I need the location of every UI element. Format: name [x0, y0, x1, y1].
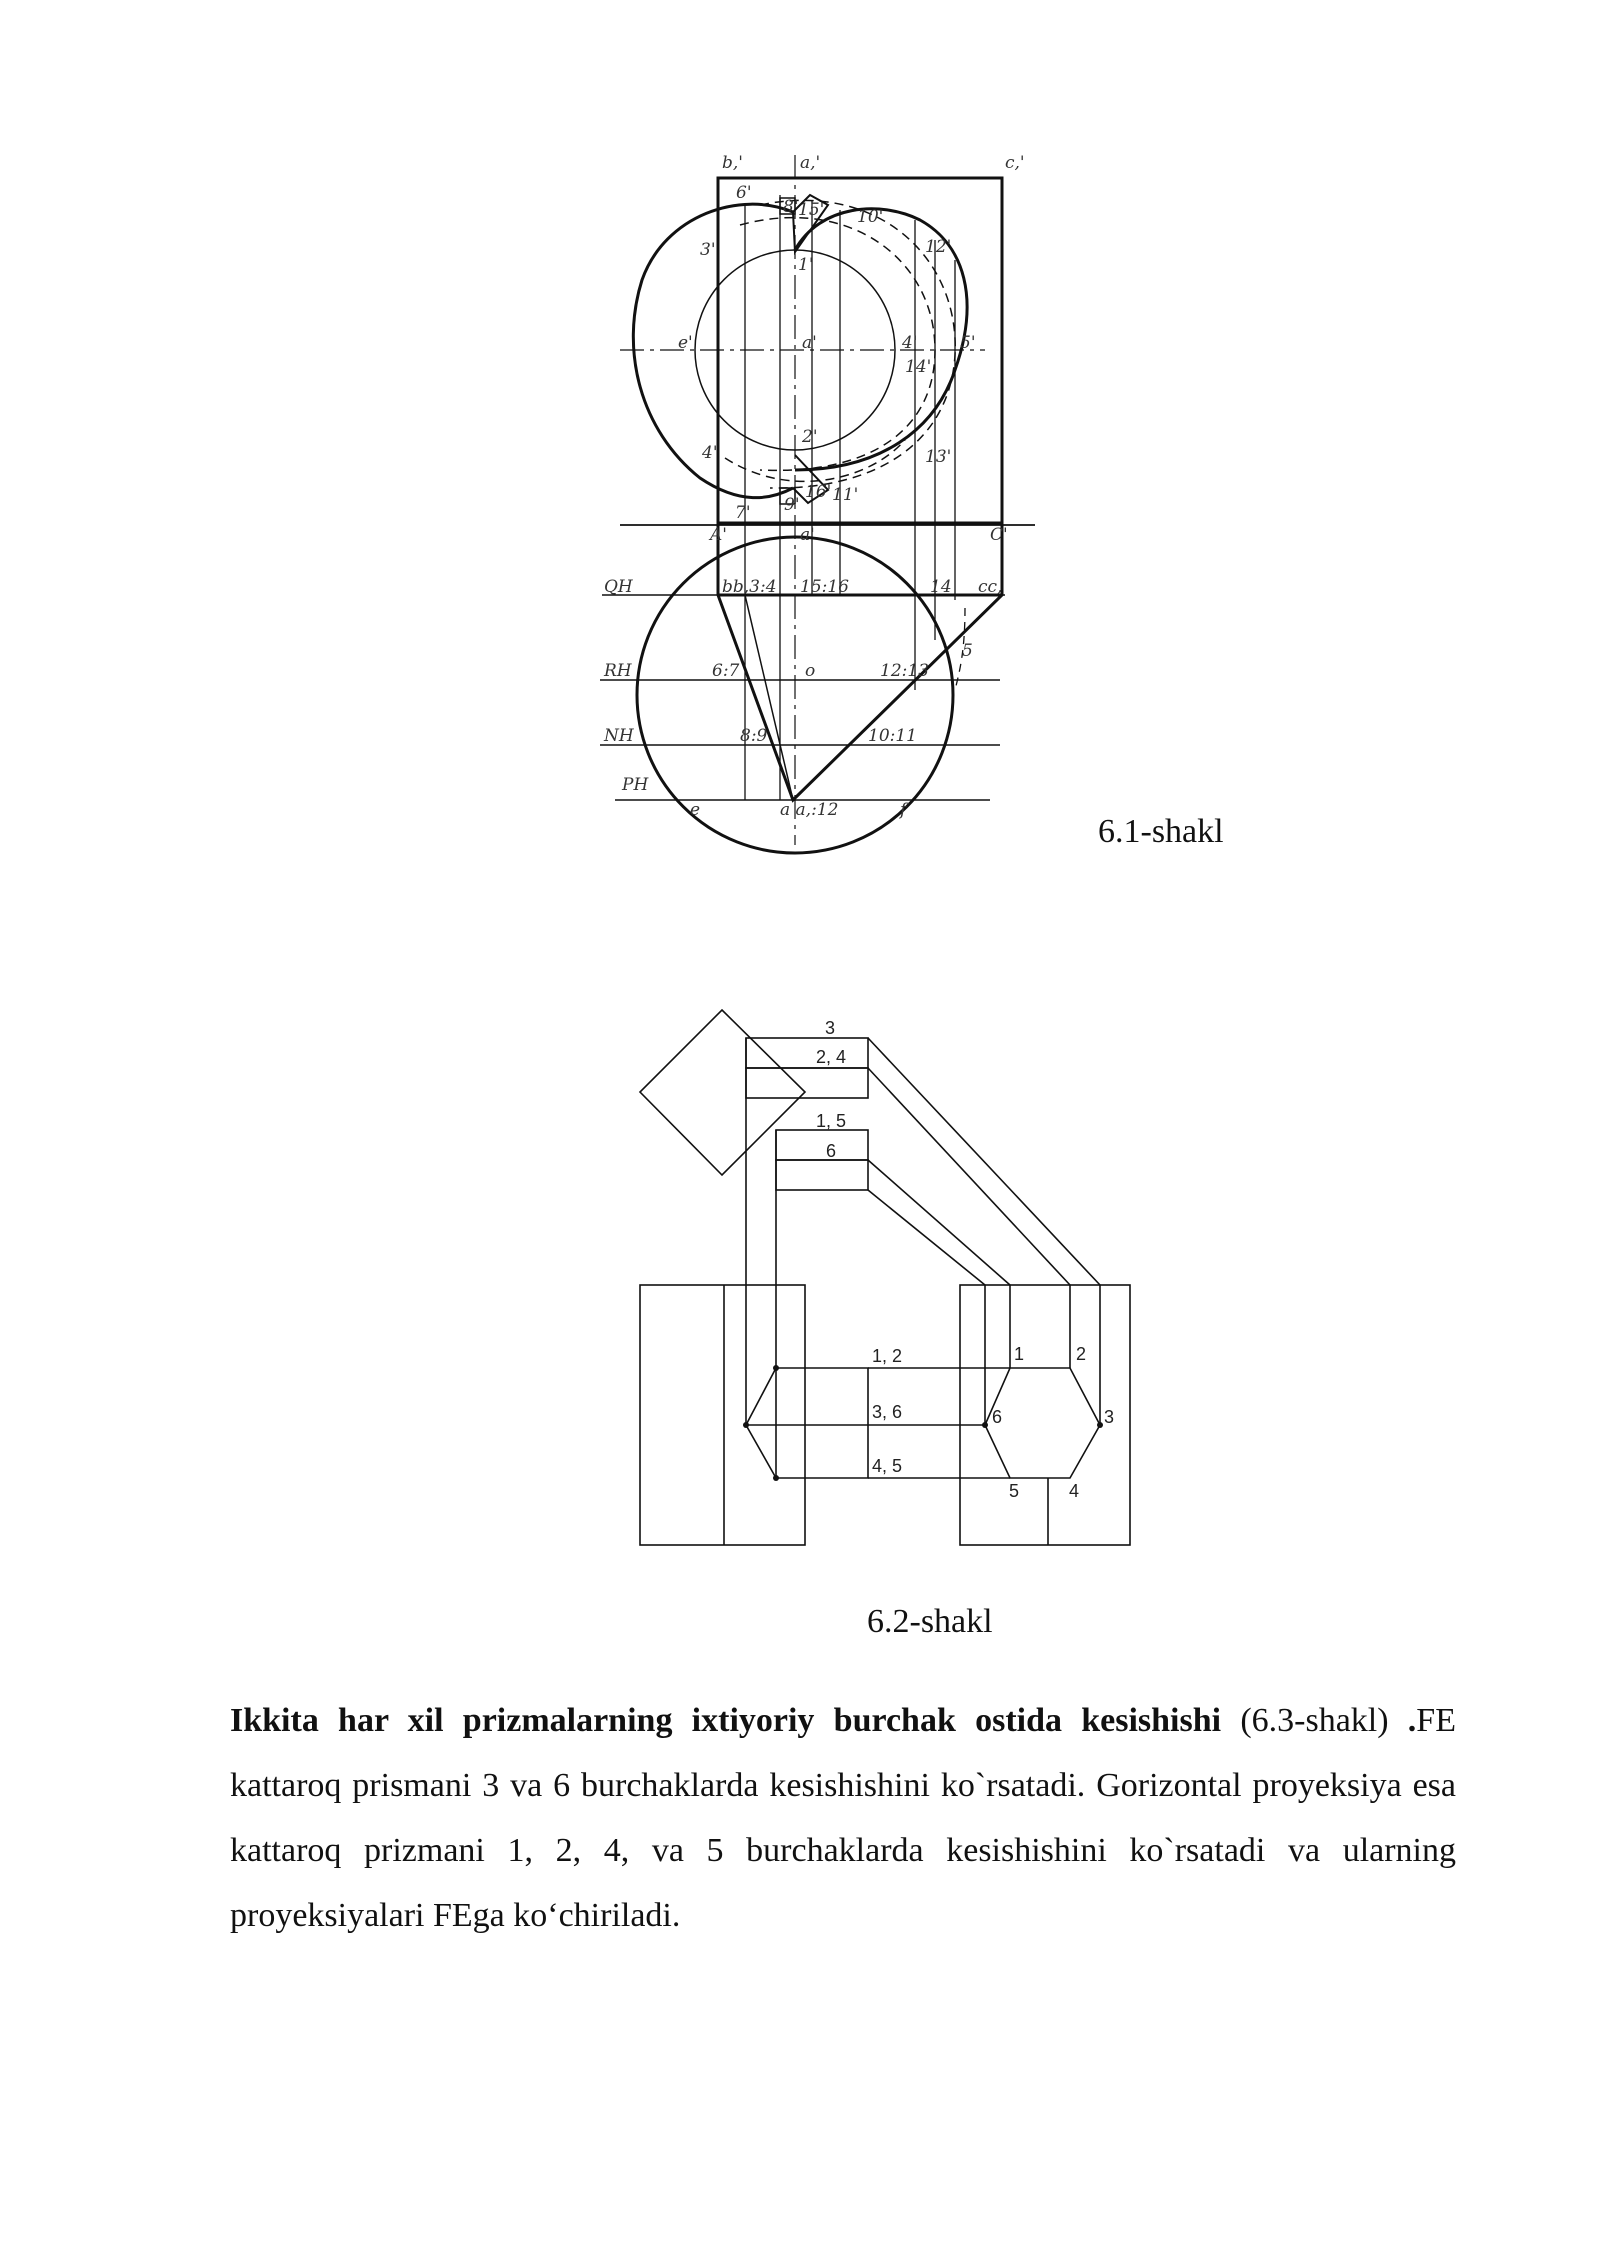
- label: 14: [930, 577, 952, 597]
- label: 2': [802, 427, 818, 447]
- label: NH: [604, 726, 634, 746]
- label: PH: [622, 775, 649, 795]
- label: e': [678, 333, 693, 353]
- label: 14': [905, 357, 932, 377]
- label: a': [800, 525, 815, 545]
- paragraph-bold-heading: Ikkita har xil prizmalarning ixtiyoriy burchak ostida kesishishi: [230, 1702, 1222, 1739]
- paragraph-figure-ref: (6.3-shakl): [1221, 1702, 1408, 1739]
- label: o: [805, 661, 816, 681]
- label: 5: [962, 641, 973, 661]
- label: 8:9: [740, 726, 768, 746]
- label: e: [690, 800, 701, 820]
- label: 5': [960, 333, 976, 353]
- label: 2: [1076, 1344, 1087, 1364]
- label: 2, 4: [816, 1047, 847, 1067]
- label: 5: [1009, 1481, 1020, 1501]
- label: bb,3:4: [722, 577, 777, 597]
- label: 15': [798, 200, 825, 220]
- label: 1, 5: [816, 1111, 847, 1131]
- label: 3, 6: [872, 1402, 903, 1422]
- paragraph-bold-dot: .: [1407, 1702, 1417, 1739]
- figure-6-2-caption: 6.2-shakl: [867, 1603, 993, 1640]
- label: 9': [784, 495, 800, 515]
- label: 3: [825, 1018, 836, 1038]
- label: f: [900, 800, 907, 820]
- label: 12': [925, 237, 952, 257]
- label: 1: [1014, 1344, 1025, 1364]
- label: 3: [1104, 1407, 1115, 1427]
- label: 4': [702, 443, 718, 463]
- label: 4: [1069, 1481, 1080, 1501]
- label: 13': [925, 447, 952, 467]
- label: 8': [783, 197, 799, 217]
- figure-6-1-caption: 6.1-shakl: [1098, 813, 1224, 850]
- label: 10:11: [868, 726, 917, 746]
- label: b,': [722, 153, 743, 173]
- label: 6: [826, 1141, 837, 1161]
- label: 15:16: [800, 577, 849, 597]
- label: 6:7: [712, 661, 740, 681]
- label: 4, 5: [872, 1456, 903, 1476]
- label: 11': [832, 485, 859, 505]
- label: a,': [800, 153, 821, 173]
- label: a a,:12: [780, 800, 839, 820]
- label: cc,: [978, 577, 1003, 597]
- label: 7': [735, 503, 751, 523]
- body-paragraph: [230, 1688, 1456, 1948]
- label: 6: [992, 1407, 1003, 1427]
- label: 1': [798, 255, 814, 275]
- label: A': [710, 525, 727, 545]
- label: 12:13: [880, 661, 929, 681]
- label: C': [990, 525, 1008, 545]
- paragraph-text: FE kattaroq prismani 3 va 6 burchaklarda kesishishini ko`rsatadi. Gorizontal proyeksiya esa kattaroq prizmani 1, 2, 4, va 5 burchaklarda kesishishini ko`rsatadi va ularning proyeksiyalari FEga ko‘chiriladi.: [230, 1702, 1456, 1934]
- label: 10': [857, 207, 884, 227]
- label: 6': [736, 183, 752, 203]
- label: 3': [700, 240, 716, 260]
- label: a': [802, 333, 817, 353]
- label: QH: [604, 577, 633, 597]
- label: c,': [1005, 153, 1025, 173]
- label: 16': [805, 482, 832, 502]
- label: RH: [604, 661, 632, 681]
- label: 4': [902, 333, 918, 353]
- label: 1, 2: [872, 1346, 903, 1366]
